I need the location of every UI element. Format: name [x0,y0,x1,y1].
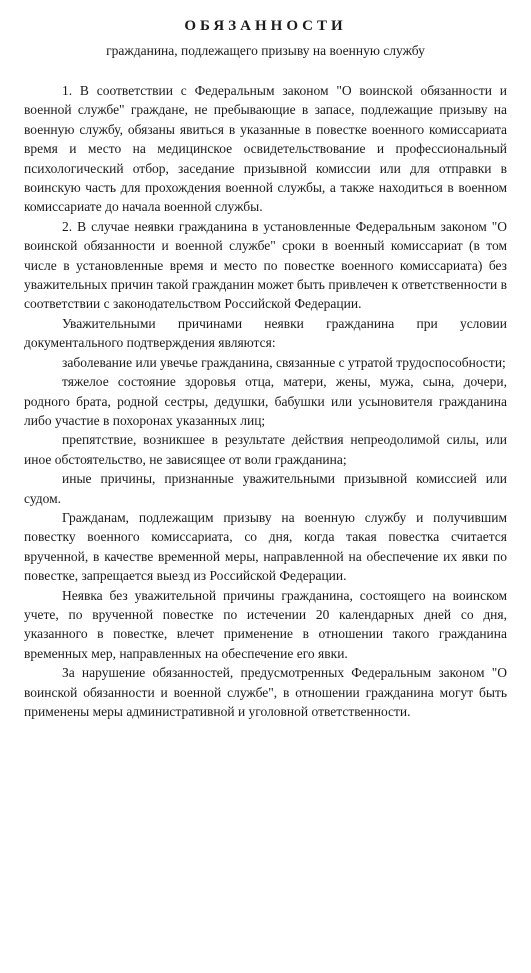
document-body [24,81,507,721]
paragraph-reason-illness: заболевание или увечье гражданина, связанные с утратой трудоспособности; [62,354,506,370]
paragraph-failure-to-appear: 2. В случае неявки гражданина в установленные Федеральным законом "О воинской обязанности и военной службе" сроки в военный комиссариат (в том числе в установленные время и место по повестке военного комиссариата) без уважительных причин такой гражданин может быть привлечен к ответственности в соответствии с законодательством Российской Федерации. [24,218,507,312]
document-title: ОБЯЗАННОСТИ [184,18,347,34]
paragraph-valid-reasons-intro: Уважительными причинами неявки гражданина при условии документального подтверждения являются: [24,315,507,351]
paragraph-temporary-measures: Неявка без уважительной причины гражданина, состоящего на воинском учете, по врученной повестке по истечении 20 календарных дней со дня, указанного в повестке, влечет применение в отношении такого гражданина временных мер, направленных на обеспечение его явки. [24,587,507,661]
document-subtitle: гражданина, подлежащего призыву на военную службу [106,43,425,58]
paragraph-duty-to-appear: 1. В соответствии с Федеральным законом "О воинской обязанности и военной службе" граждане, не пребывающие в запасе, подлежащие призыву на военную службу, обязаны явиться в указанные в повестке военного комиссариата время и место на медицинское освидетельствование и профессиональный психологический отбор, заседание призывной комиссии или для отправки в воинскую часть для прохождения военной службы, а также находиться в военном комиссариате до начала военной службы. [24,83,507,215]
paragraph-exit-ban: Гражданам, подлежащим призыву на военную службу и получившим повестку военного комиссариата, со дня, когда такая повестка считается врученной, в качестве временной меры, направленной на обеспечение их явки по повестке, запрещается выезд из Российской Федерации. [24,509,507,584]
paragraph-reason-force-majeure: препятствие, возникшее в результате действия непреодолимой силы, или иное обстоятельство, не зависящее от воли гражданина; [24,432,507,467]
paragraph-reason-other: иные причины, признанные уважительными призывной комиссией или судом. [24,471,507,506]
paragraph-liability: За нарушение обязанностей, предусмотренных Федеральным законом "О воинской обязанности и военной службе", в отношении гражданина могут быть применены меры административной и уголовной ответственности. [24,665,507,719]
paragraph-reason-family: тяжелое состояние здоровья отца, матери, жены, мужа, сына, дочери, родного брата, родной сестры, дедушки, бабушки или усыновителя гражданина либо участие в похоронах указанных лиц; [24,374,507,428]
